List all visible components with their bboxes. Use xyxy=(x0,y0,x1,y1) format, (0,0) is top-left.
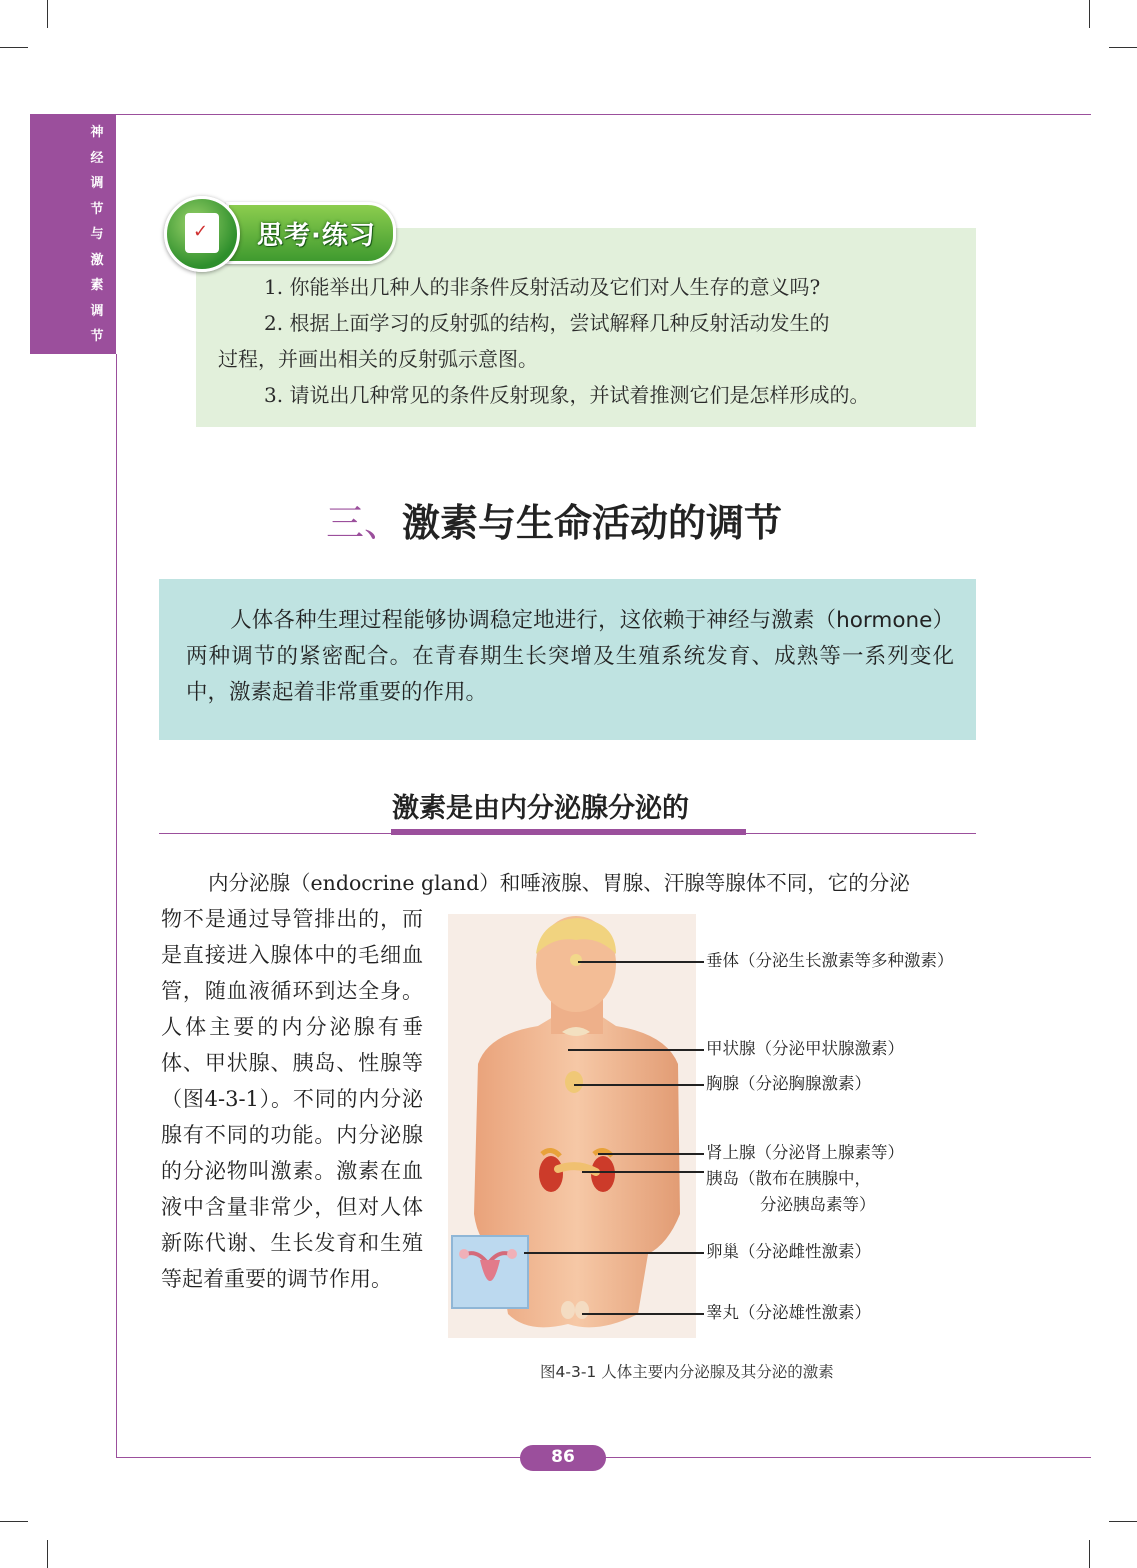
leader-line xyxy=(582,1313,704,1315)
label-ovary: 卵巢（分泌雌性激素） xyxy=(706,1242,871,1261)
chapter-side-label: 神经调节与激素调节 xyxy=(90,125,104,344)
leader-line xyxy=(524,1252,704,1254)
exercise-question-2-line-1: 2. 根据上面学习的反射弧的结构，尝试解释几种反射活动发生的 xyxy=(264,311,830,335)
frame-left-rule xyxy=(116,354,117,1457)
leader-line xyxy=(574,1084,704,1086)
label-adrenal: 肾上腺（分泌肾上腺素等） xyxy=(706,1143,904,1162)
body-paragraph: 物不是通过导管排出的，而是直接进入腺体中的毛细血管，随血液循环到达全身。人体主要的内分泌腺有垂体、甲状腺、胰岛、性腺等（图4-3-1）。不同的内分泌腺有不同的功能。内分泌腺的分泌物叫激素。激素在血液中含量非常少，但对人体新陈代谢、生长发育和生殖等起着重要的调节作用。 xyxy=(161,907,423,1291)
page-number-badge xyxy=(520,1445,606,1471)
label-islet-line-1: 胰岛（散布在胰腺中， xyxy=(706,1169,871,1188)
label-pituitary: 垂体（分泌生长激素等多种激素） xyxy=(706,951,954,970)
exercise-banner xyxy=(226,202,396,264)
crop-mark xyxy=(1089,0,1090,28)
exercise-title: 思考·练习 xyxy=(257,221,376,251)
page-number: 86 xyxy=(551,1447,575,1467)
label-testis: 睾丸（分泌雄性激素） xyxy=(706,1303,871,1322)
human-body-illustration xyxy=(448,914,696,1338)
notepad-icon xyxy=(164,196,240,272)
crop-mark xyxy=(47,0,48,28)
exercise-question-3: 3. 请说出几种常见的条件反射现象，并试着推测它们是怎样形成的。 xyxy=(264,383,870,407)
section-title xyxy=(326,492,782,547)
crop-mark xyxy=(0,47,28,48)
endocrine-figure xyxy=(448,914,696,1338)
crop-mark xyxy=(1109,47,1137,48)
subsection-underline xyxy=(391,829,746,835)
leader-line xyxy=(598,1153,704,1155)
crop-mark xyxy=(47,1540,48,1568)
crop-mark xyxy=(1089,1540,1090,1568)
crop-mark xyxy=(0,1521,28,1522)
intro-paragraph: 人体各种生理过程能够协调稳定地进行，这依赖于神经与激素（hormone）两种调节的紧密配合。在青春期生长突增及生殖系统发育、成熟等一系列变化中，激素起着非常重要的作用。 xyxy=(186,608,954,705)
figure-caption: 图4-3-1 人体主要内分泌腺及其分泌的激素 xyxy=(540,1363,834,1381)
crop-mark xyxy=(1109,1521,1137,1522)
frame-top-rule xyxy=(116,114,1091,115)
leader-line xyxy=(582,1171,704,1173)
section-number: 三、 xyxy=(326,501,403,545)
leader-line xyxy=(578,961,704,963)
check-mark-icon: ✓ xyxy=(193,221,209,242)
body-first-line: 内分泌腺（endocrine gland）和唾液腺、胃腺、汗腺等腺体不同，它的分泌 xyxy=(208,871,910,895)
leader-line xyxy=(568,1049,704,1051)
exercise-question-2-line-2: 过程，并画出相关的反射弧示意图。 xyxy=(218,347,538,371)
label-thyroid: 甲状腺（分泌甲状腺激素） xyxy=(706,1039,904,1058)
subsection-title: 激素是由内分泌腺分泌的 xyxy=(392,793,689,824)
label-islet-line-2: 分泌胰岛素等） xyxy=(760,1195,876,1214)
section-title-text: 激素与生命活动的调节 xyxy=(402,500,783,545)
label-thymus: 胸腺（分泌胸腺激素） xyxy=(706,1074,871,1093)
exercise-question-1: 1. 你能举出几种人的非条件反射活动及它们对人生存的意义吗? xyxy=(264,275,821,299)
